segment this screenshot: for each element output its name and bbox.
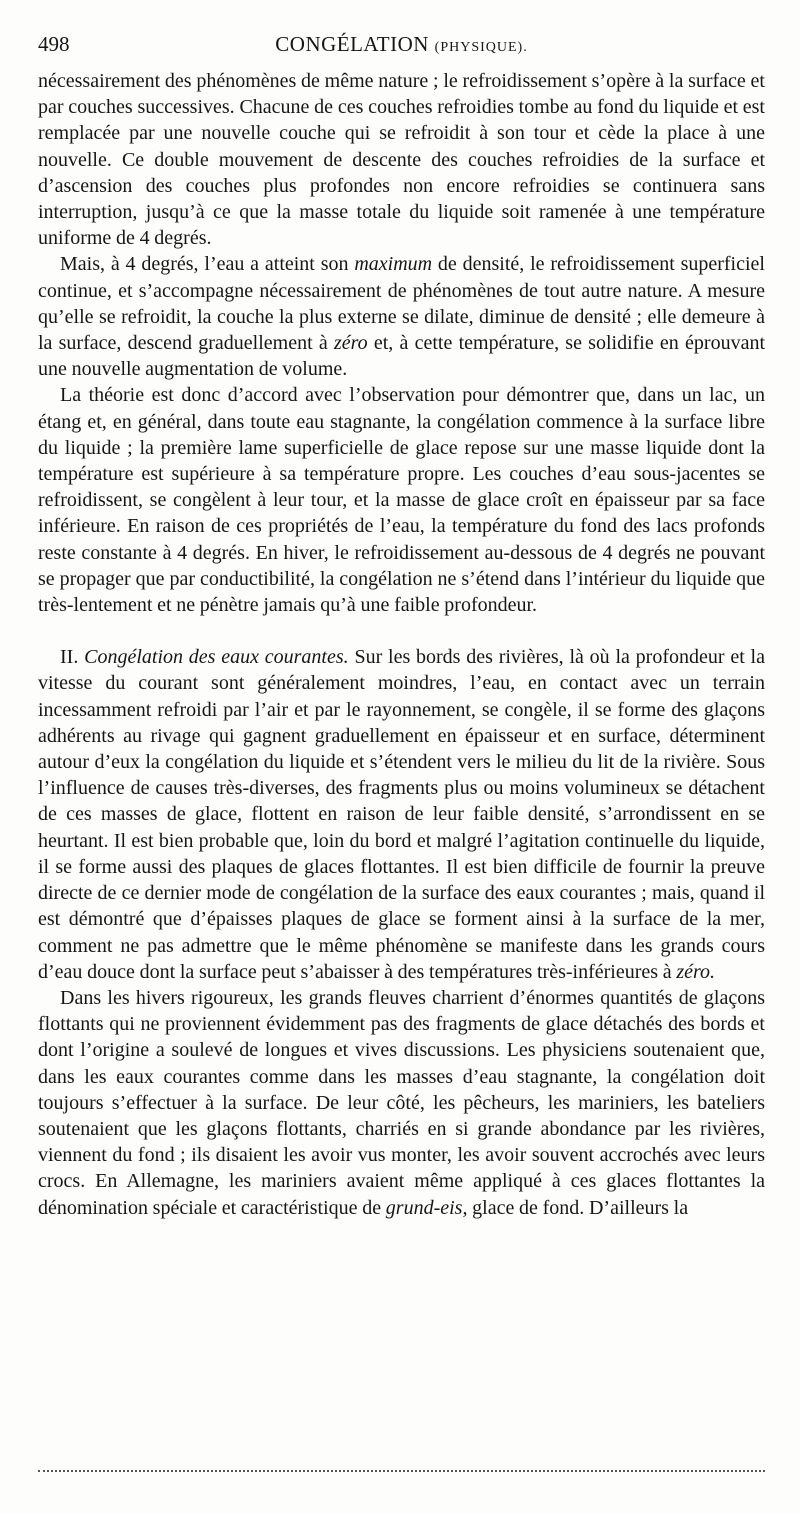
paragraph-1: nécessairement des phénomènes de même nature ; le refroidissement s’opère à la surface et par couches successives. Chacune de ces couches refroidies tombe au fond du liquide et est remplacée par une nouvelle couche qui se refroidit à son tour et cède la place à une nouvelle. Ce double mouvement de descente des couches refroidies de la surface et d’ascension des couches plus profondes non encore refroidies se continuera sans interruption, jusqu’à ce que la masse totale du liquide soit ramenée à une température uniforme de 4 degrés. xyxy=(38,70,765,250)
page-number: 498 xyxy=(38,32,70,56)
paragraph-2-text-c: et, à cette température, se solidifie en éprouvant une nouvelle augmentation de volume. xyxy=(38,332,765,381)
paragraph-2-emphasis-maximum: maximum xyxy=(354,253,433,276)
paragraph-2-emphasis-zero: zéro xyxy=(333,332,368,355)
paragraph-5 xyxy=(38,985,765,1221)
running-head-subtitle: (PHYSIQUE). xyxy=(434,40,528,55)
section-ii-text: Sur les bords des rivières, là où la profondeur et la vitesse du courant sont généralement moindres, l’eau, en contact avec un terrain incessamment refroidi par l’air et par le rayonnement, se congèle, il se forme des glaçons adhérents au rivage qui gagnent graduellement en épaisseur et en surface, déterminent autour d’eux la congélation du liquide et s’étendent vers le milieu du lit de la rivière. Sous l’influence de causes très-diverses, des fragments plus ou moins volumineux se détachent de ces masses de glace, flottent en raison de leur faible densité, s’arrondissent en se heurtant. Il est bien probable que, loin du bord et malgré l’agitation continuelle du liquide, il se forme aussi des plaques de glaces flottantes. Il est bien difficile de fournir la preuve directe de ce dernier mode de congélation de la surface des eaux courantes ; mais, quand il est démontré que d’épaisses plaques de glace se forment ainsi à la surface de la mer, comment ne pas admettre que le même phénomène se manifeste dans les grands cours d’eau douce dont la surface peut s’abaisser à des températures très-inférieures à xyxy=(38,646,765,983)
section-title: Congélation des eaux courantes. xyxy=(84,646,349,669)
running-head xyxy=(38,32,765,57)
page-body xyxy=(38,68,765,1221)
paragraph-3: La théorie est donc d’accord avec l’observation pour démontrer que, dans un lac, un étang et, en général, dans toute eau stagnante, la congélation commence à la surface libre du liquide ; la première lame superficielle de glace repose sur une masse liquide dont la température est supérieure à sa température propre. Les couches d’eau sous-jacentes se refroidissent, se congèlent à leur tour, et la masse de glace croît en épaisseur par sa face inférieure. En raison de ces propriétés de l’eau, la température du fond des lacs profonds reste constante à 4 degrés. En hiver, le refroidissement au-dessous de 4 degrés ne pouvant se propager que par conductibilité, la congélation ne s’étend dans l’intérieur du liquide que très-lentement et ne pénètre jamais qu’à une faible profondeur. xyxy=(38,384,765,617)
running-head-title: CONGÉLATION xyxy=(275,32,429,56)
footer-dotted-rule xyxy=(38,1470,765,1472)
paragraph-2-text-a: Mais, à 4 degrés, l’eau a atteint son xyxy=(60,253,355,276)
section-ii-paragraph xyxy=(38,644,765,985)
page-header xyxy=(38,28,765,62)
section-ii-emphasis-zero: zéro. xyxy=(676,960,716,983)
paragraph-2 xyxy=(38,251,765,382)
paragraph-5-text-b: glace de fond. D’ailleurs la xyxy=(467,1196,689,1219)
paragraph-5-emphasis-grund-eis: grund-eis, xyxy=(385,1196,468,1219)
section-number: II. xyxy=(60,646,85,669)
paragraph-2-text-b: de densité, le refroidissement superficiel continue, et s’accompagne nécessairement de phénomènes de tout autre nature. A mesure qu’elle se refroidit, la couche la plus externe se dilate, diminue de densité ; elle demeure à la surface, descend graduellement à xyxy=(38,253,765,355)
paragraph-5-text-a: Dans les hivers rigoureux, les grands fleuves charrient d’énormes quantités de glaçons flottants qui ne proviennent évidemment pas des fragments de glace détachés des bords et dont l’origine a soulevé de longues et vives discussions. Les physiciens soutenaient que, dans les eaux courantes comme dans les masses d’eau stagnante, la congélation doit toujours s’effectuer à la surface. De leur côté, les pêcheurs, les mariniers, les bateliers soutenaient que les glaçons flottants, charriés en si grande abondance par les rivières, viennent du fond ; ils disaient les avoir vus monter, les avoir souvent accrochés avec leurs crocs. En Allemagne, les mariniers avaient même appliqué à ces glaces flottantes la dénomination spéciale et caractéristique de xyxy=(38,986,765,1219)
